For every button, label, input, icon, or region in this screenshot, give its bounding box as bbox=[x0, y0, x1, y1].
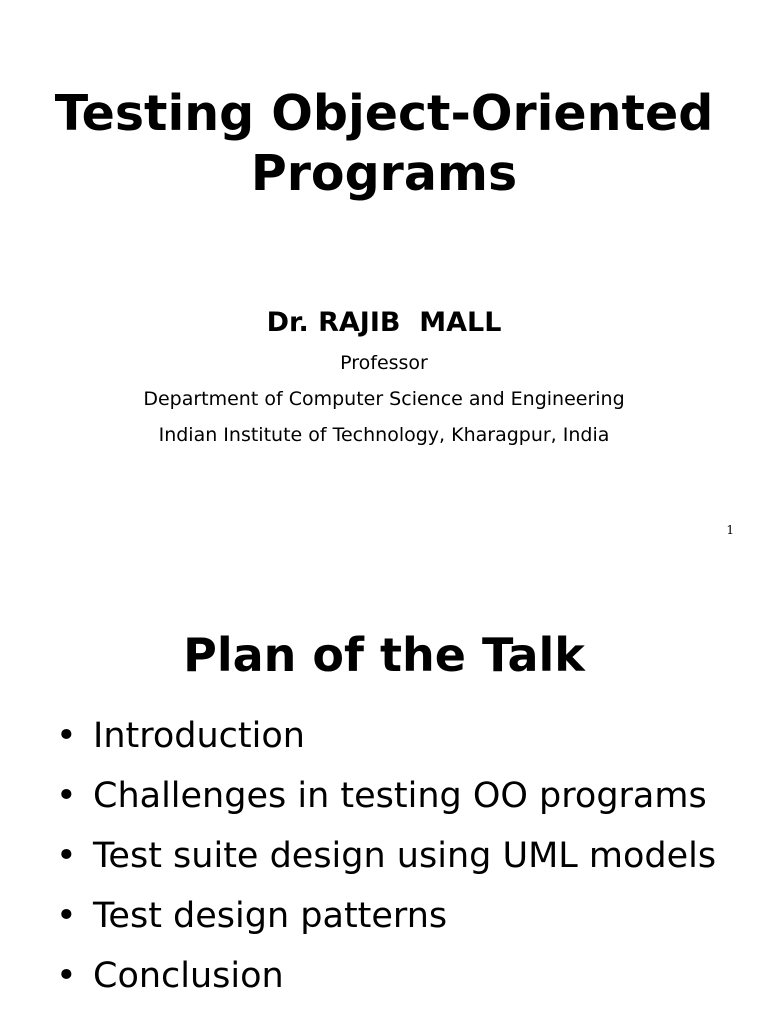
slide-heading: Plan of the Talk bbox=[183, 628, 585, 682]
bullet-dot: • bbox=[56, 776, 77, 816]
author-institute: Indian Institute of Technology, Kharagpur, India bbox=[158, 424, 610, 446]
title-line-1: Testing Object-Oriented bbox=[54, 85, 714, 142]
title-line-2: Programs bbox=[250, 145, 518, 202]
list-item-text: Test suite design using UML models bbox=[93, 836, 717, 876]
list-item-text: Conclusion bbox=[93, 956, 284, 996]
slide-plan bbox=[0, 568, 768, 1024]
list-item bbox=[56, 954, 746, 999]
bullet-dot: • bbox=[56, 956, 77, 996]
page-number: 1 bbox=[726, 523, 734, 537]
author-department: Department of Computer Science and Engineering bbox=[143, 388, 625, 410]
list-item-text: Challenges in testing OO programs bbox=[93, 776, 707, 816]
list-item-text: Introduction bbox=[93, 716, 305, 756]
author-position: Professor bbox=[340, 352, 428, 374]
author-name: Dr. RAJIB MALL bbox=[266, 307, 502, 338]
list-item bbox=[56, 894, 746, 939]
presentation-title bbox=[0, 84, 768, 204]
bullet-dot: • bbox=[56, 836, 77, 876]
bullet-list bbox=[56, 714, 746, 1014]
list-item bbox=[56, 774, 746, 819]
bullet-dot: • bbox=[56, 896, 77, 936]
list-item-text: Test design patterns bbox=[93, 896, 448, 936]
list-item bbox=[56, 834, 746, 879]
bullet-dot: • bbox=[56, 716, 77, 756]
list-item bbox=[56, 714, 746, 759]
